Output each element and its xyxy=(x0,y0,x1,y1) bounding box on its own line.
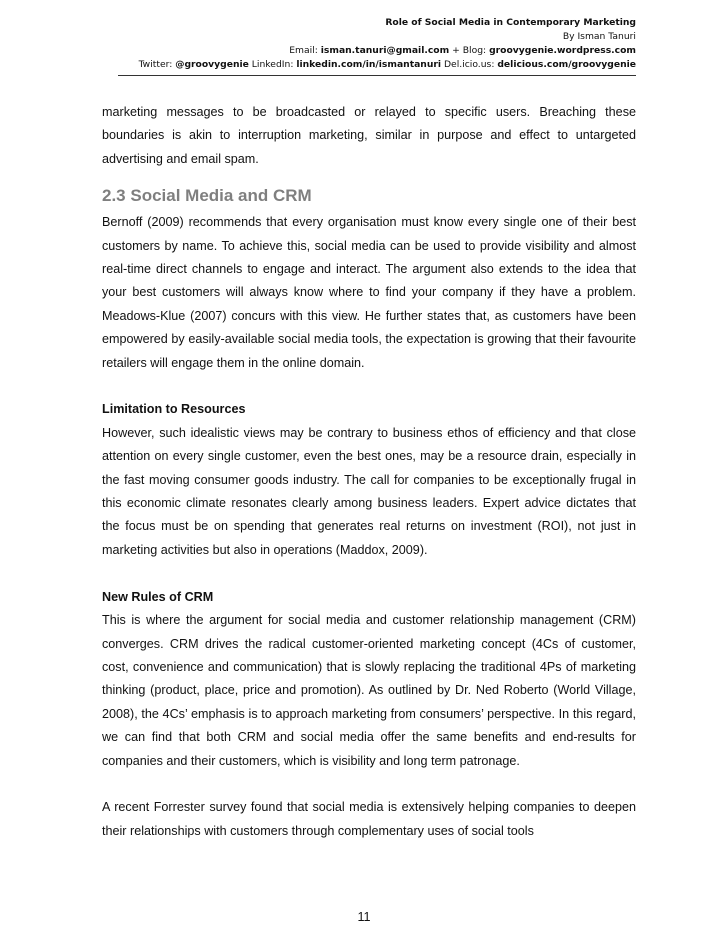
linkedin-value: linkedin.com/in/ismantanuri xyxy=(296,59,442,70)
delicious-value: delicious.com/groovygenie xyxy=(497,59,636,70)
header-author: By Isman Tanuri xyxy=(562,31,636,42)
subheading-new-rules: New Rules of CRM xyxy=(102,589,214,604)
header-divider xyxy=(118,75,636,76)
paragraph-forrester: A recent Forrester survey found that social media is extensively helping companies to deepen their relationships with customers through complementary uses of social tools xyxy=(102,800,636,838)
page-header xyxy=(118,16,636,72)
paragraph-new-rules: This is where the argument for social media and customer relationship management (CRM) converges. CRM drives the radical customer-oriented marketing concept (4Cs of customer, cost, convenience and communication) that is slowly replacing the traditional 4Ps of marketing thinking (product, place, price and promotion). As outlined by Dr. Ned Roberto (World Village, 2008), the 4Cs’ emphasis is to approach marketing from consumers’ perspective. In this regard, we can find that both CRM and social media offer the same benefits and end-results for companies and their customers, which is visibility and long term patronage. xyxy=(102,613,636,768)
page-body xyxy=(102,101,636,843)
intro-paragraph: marketing messages to be broadcasted or relayed to specific users. Breaching these boundaries is akin to interruption marketing, similar in purpose and effect to untargeted advertising and email spam. xyxy=(102,105,636,166)
blog-value: groovygenie.wordpress.com xyxy=(489,45,636,56)
paragraph-limitation: However, such idealistic views may be contrary to business ethos of efficiency and that close attention on every single customer, even the best ones, may be a resource drain, especially in the fast moving consumer goods industry. The call for companies to be exceptionally frugal in this economic climate resonates clearly among business leaders. Expert advice dictates that the focus must be on spending that generates real returns on investment (ROI), not just in marketing activities but also in operations (Maddox, 2009). xyxy=(102,425,636,557)
page-number: 11 xyxy=(357,910,371,924)
email-label: Email: xyxy=(289,45,321,56)
twitter-label: Twitter: xyxy=(138,59,176,70)
email-value: isman.tanuri@gmail.com xyxy=(320,45,450,56)
twitter-value: @groovygenie xyxy=(175,59,249,70)
delicious-label: Del.icio.us: xyxy=(441,59,498,70)
header-social-line xyxy=(118,58,636,72)
header-contact-line xyxy=(118,44,636,58)
section-heading: 2.3 Social Media and CRM xyxy=(102,186,312,206)
section-paragraph: Bernoff (2009) recommends that every organisation must know every single one of their best customers by name. To achieve this, social media can be used to provide visibility and almost real-time direct channels to engage and interact. The argument also extends to the idea that your best customers will always know where to find your company if they have a problem. Meadows-Klue (2007) concurs with this view. He further states that, as customers have been empowered by easily-available social media tools, the expectation is growing that their favourite retailers will engage them in the online domain. xyxy=(102,215,636,370)
subheading-limitation: Limitation to Resources xyxy=(102,402,246,417)
linkedin-label: LinkedIn: xyxy=(248,59,297,70)
blog-label: + Blog: xyxy=(449,45,490,56)
header-title: Role of Social Media in Contemporary Marketing xyxy=(385,17,636,28)
